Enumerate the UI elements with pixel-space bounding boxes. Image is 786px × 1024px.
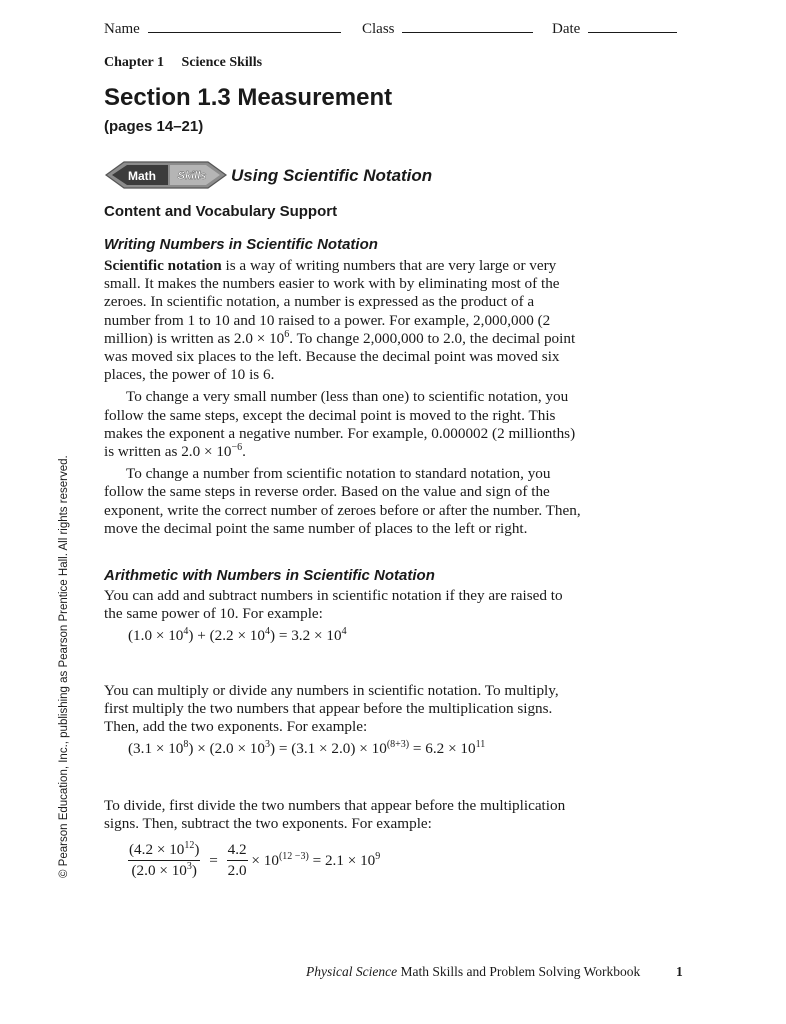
name-label: Name — [104, 21, 140, 37]
sub1-heading: Writing Numbers in Scientific Notation — [104, 236, 378, 253]
equation-multiplication — [128, 740, 485, 758]
footer-book-rest: Math Skills and Problem Solving Workbook — [397, 964, 641, 979]
eq3-numerator-1 — [128, 841, 200, 861]
footer — [306, 964, 640, 980]
eq3-den1-text: (2.0 × 10 — [131, 862, 187, 879]
eq2-exp-d: 11 — [475, 739, 486, 750]
badge-right-word: Skills — [177, 170, 207, 182]
date-line — [588, 20, 677, 33]
sub1-p1-exponent: 6 — [284, 328, 290, 340]
eq1-exp-c: 4 — [341, 626, 347, 637]
eq2-part-d: = 6.2 × 10 — [409, 740, 476, 757]
sub1-p2-text-b: . — [242, 443, 246, 461]
chapter-line — [104, 55, 262, 71]
chapter-title: Science Skills — [181, 55, 263, 70]
eq1-part-b: ) + (2.2 × 10 — [188, 627, 265, 644]
badge-graphic — [104, 160, 228, 190]
eq1-exp-a: 4 — [183, 626, 189, 637]
sub2-paragraph-2: You can multiply or divide any numbers in scientific notation. To multiply, first multiply the two numbers that appear before the multiplication signs. Then, add the two exponents. For example: — [104, 682, 559, 736]
eq3-part-d: = 2.1 × 10 — [308, 851, 376, 869]
eq3-num1-close: ) — [194, 841, 200, 858]
eq3-equals: = — [209, 851, 218, 869]
class-label: Class — [362, 21, 395, 37]
badge-left-word: Math — [128, 169, 156, 183]
eq2-part-b: ) × (2.0 × 10 — [188, 740, 265, 757]
eq3-num1-exp: 12 — [184, 840, 195, 851]
eq2-exp-c: (8+3) — [386, 739, 410, 750]
copyright-notice: © Pearson Education, Inc., publishing as Pearson Prentice Hall. All rights reserved. — [58, 455, 70, 878]
section-title: Section 1.3 Measurement — [104, 84, 393, 111]
section-pages: (pages 14–21) — [104, 118, 204, 135]
sub1-p2-text-a: To change a very small number (less than one) to scientific notation, you follow the same steps, except the decimal point is moved to the right. This makes the exponent a negative number. For example, 0.000002 (2 millionths) is written as 2.0 × 10 — [104, 388, 576, 461]
sub1-paragraph-1 — [104, 257, 582, 384]
name-line — [148, 20, 341, 33]
eq3-denominator-2: 2.0 — [227, 862, 247, 879]
sub1-p2-exponent: −6 — [231, 442, 243, 454]
header-date-field — [552, 20, 677, 38]
skills-title: Using Scientific Notation — [231, 166, 433, 185]
eq3-denominator-1 — [128, 861, 200, 880]
eq2-part-c: ) = (3.1 × 2.0) × 10 — [270, 740, 387, 757]
eq3-fraction-2 — [227, 841, 248, 880]
eq3-numerator-2: 4.2 — [227, 841, 248, 861]
eq1-part-c: ) = 3.2 × 10 — [270, 627, 342, 644]
eq2-exp-b: 3 — [265, 739, 270, 750]
eq3-den1-close: ) — [191, 862, 197, 879]
page-number: 1 — [676, 964, 683, 979]
eq3-part-c: × 10 — [251, 851, 279, 869]
sub2-heading: Arithmetic with Numbers in Scientific Notation — [104, 567, 435, 584]
eq3-num1-text: (4.2 × 10 — [129, 841, 185, 858]
equation-addition — [128, 627, 347, 645]
chapter-number: Chapter 1 — [104, 55, 165, 70]
eq3-exp-d: 9 — [375, 850, 381, 862]
class-line — [402, 20, 533, 33]
eq1-exp-b: 4 — [265, 626, 270, 637]
eq3-den1-exp: 3 — [186, 861, 192, 872]
support-heading: Content and Vocabulary Support — [104, 203, 338, 220]
sub1-paragraph-2 — [104, 388, 582, 461]
eq1-part-a: (1.0 × 10 — [128, 627, 184, 644]
sub1-body — [104, 257, 582, 538]
sub2-paragraph-1: You can add and subtract numbers in scientific notation if they are raised to the same power of 10. For example: — [104, 587, 563, 623]
sub2-paragraph-3: To divide, first divide the two numbers that appear before the multiplication signs. Then, subtract the two exponents. For example: — [104, 797, 566, 833]
term-scientific-notation: Scientific notation — [104, 257, 222, 274]
math-skills-badge — [104, 160, 228, 190]
eq2-part-a: (3.1 × 10 — [128, 740, 184, 757]
sub1-p1-text-b: . To change 2,000,000 to 2.0, the decimal point was moved six places to the left. Because the decimal point was moved six places, the power of 10 is 6. — [104, 329, 576, 384]
header-name-field — [104, 20, 341, 38]
eq3-exp-c: (12 −3) — [278, 850, 309, 862]
sub1-paragraph-3: To change a number from scientific notation to standard notation, you follow the same steps in reverse order. Based on the value and sign of the exponent, write the correct number of zeroes before or after the number. Then, move the decimal point the same number of places to the left or right. — [104, 465, 581, 537]
eq2-exp-a: 8 — [183, 739, 189, 750]
equation-division — [128, 841, 380, 880]
footer-book-italic: Physical Science — [306, 964, 398, 979]
eq3-tail — [251, 852, 380, 869]
date-label: Date — [552, 21, 581, 37]
eq3-fraction-1 — [128, 841, 200, 880]
sub1-p1-text-a: is a way of writing numbers that are very large or very small. It makes the numbers easier to work with by eliminating most of the zeroes. In scientific notation, a number is expressed as the product of a number from 1 to 10 and 10 raised to a power. For example, 2,000,000 (2 million) is written as 2.0 × 10 — [104, 257, 560, 347]
header-class-field — [362, 20, 533, 38]
